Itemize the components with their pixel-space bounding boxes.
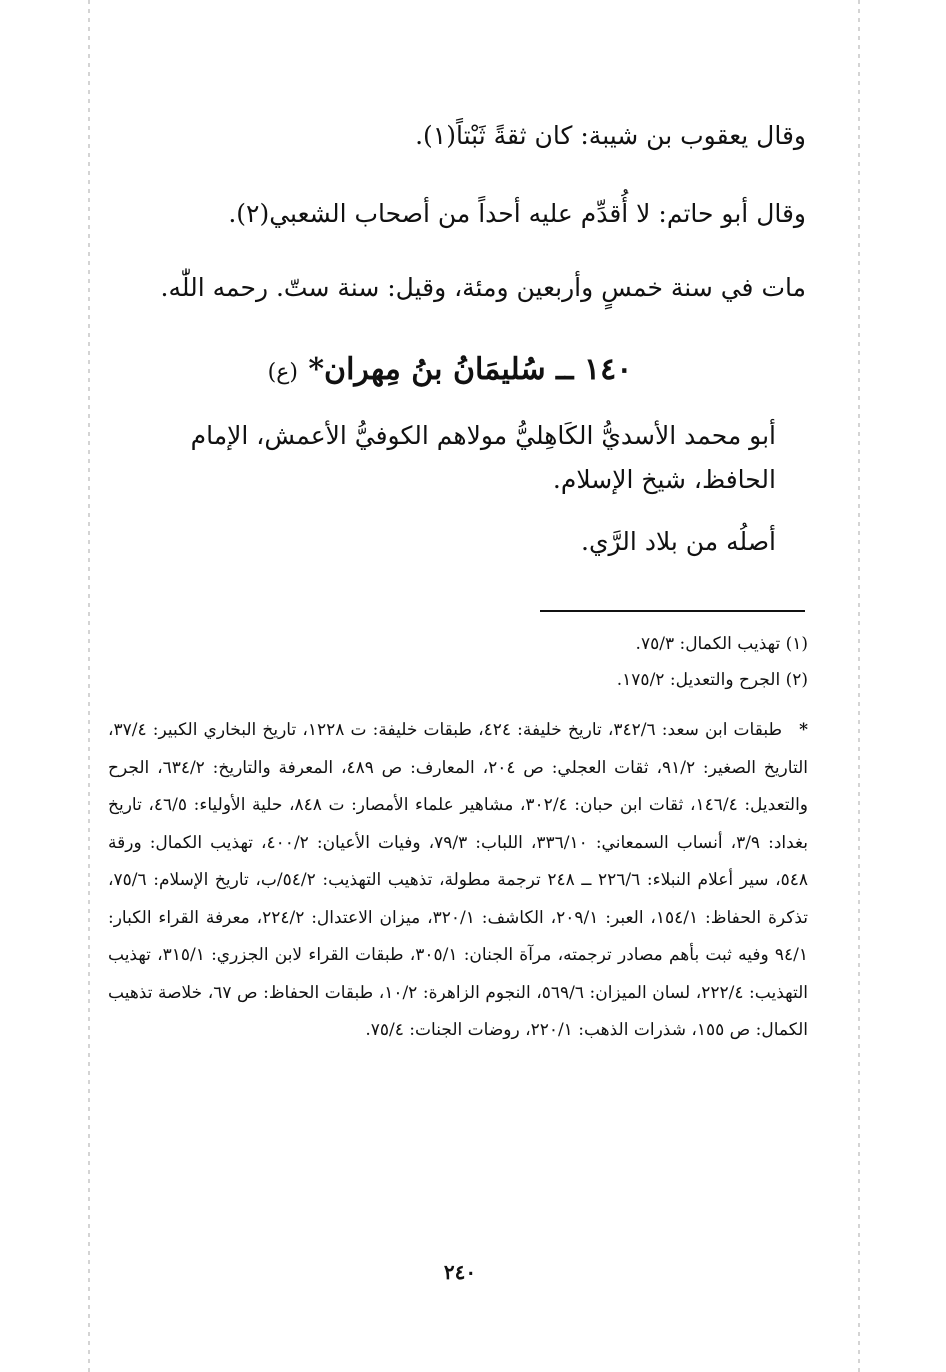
origin-line: أصلُه من بلاد الرَّي. [581,527,776,556]
scan-edge-line-right [858,0,860,1372]
biography-paragraph [106,414,806,502]
paragraph-abu-hatim: وقال أبو حاتم: لا أُقدِّم عليه أحداً من أصحاب الشعبي(٢). [228,199,806,228]
sources-list: طبقات ابن سعد: ٣٤٢/٦، تاريخ خليفة: ٤٢٤، طبقات خليفة: ت ١٢٢٨، تاريخ البخاري الكبير: ٣٧/٤، التاريخ الصغير: ٩١/٢، ثقات العجلي: ص ٢٠٤، المعارف: ص ٤٨٩، المعرفة والتاريخ: ٦٣٤/٢، الجرح والتعديل: ١٤٦/٤، ثقات ابن حبان: ٣٠٢/٤، مشاهير علماء الأمصار: ت ٨٤٨، حلية الأولياء: ٤٦/٥، تاريخ بغداد: ٣/٩، أنساب السمعاني: ٣٣٦/١٠، اللباب: ٧٩/٣، وفيات الأعيان: ٤٠٠/٢، تهذيب الكمال: ورقة ٥٤٨، سير أعلام النبلاء: ٢٢٦/٦ ــ ٢٤٨ ترجمة مطولة، تذهيب التهذيب: ٥٤/٢/ب، تاريخ الإسلام: ٧٥/٦، تذكرة الحفاظ: ١٥٤/١، العبر: ٢٠٩/١، الكاشف: ٣٢٠/١، ميزان الاعتدال: ٢٢٤/٢، معرفة القراء الكبار: ٩٤/١ وفيه ثبت بأهم مصادر ترجمته، مرآة الجنان: ٣٠٥/١، طبقات القراء لابن الجزري: ٣١٥/١، تهذيب التهذيب: ٢٢٢/٤، لسان الميزان: ٥٦٩/٦، النجوم الزاهرة: ١٠/٢، طبقات الحفاظ: ص ٦٧، خلاصة تذهيب الكمال: ص ١٥٥، شذرات الذهب: ٢٢٠/١، روضات الجنات: ٧٥/٤. [108,720,809,1040]
page-number: ٢٤٠ [443,1260,477,1284]
paragraph-death-date: مات في سنة خمسٍ وأربعين ومئة، وقيل: سنة ستّ. رحمه اللّٰه. [160,273,806,302]
footnotes [108,626,808,698]
entry-symbol: (ع) [267,360,298,385]
footnote-2: (٢) الجرح والتعديل: ١٧٥/٢. [616,670,808,690]
entry-title: ١٤٠ ــ سُليمَانُ بنُ مِهران* [308,352,633,387]
entry-heading [240,350,660,393]
bio-line: أبو محمد الأسديُّ الكَاهِليُّ مولاهم الكوفيُّ الأعمش، الإمام الحافظ، شيخ الإسلام. [190,421,776,494]
paragraph-yaqub-ibn-shayba: وقال يعقوب بن شيبة: كان ثقةً ثَبْتاً(١). [415,121,806,150]
footnote-divider [540,610,805,612]
star-marker: * [799,720,808,740]
footnote-sources [108,712,808,1050]
footnote-1: (١) تهذيب الكمال: ٧٥/٣. [635,634,808,654]
scan-edge-line-left [88,0,90,1372]
